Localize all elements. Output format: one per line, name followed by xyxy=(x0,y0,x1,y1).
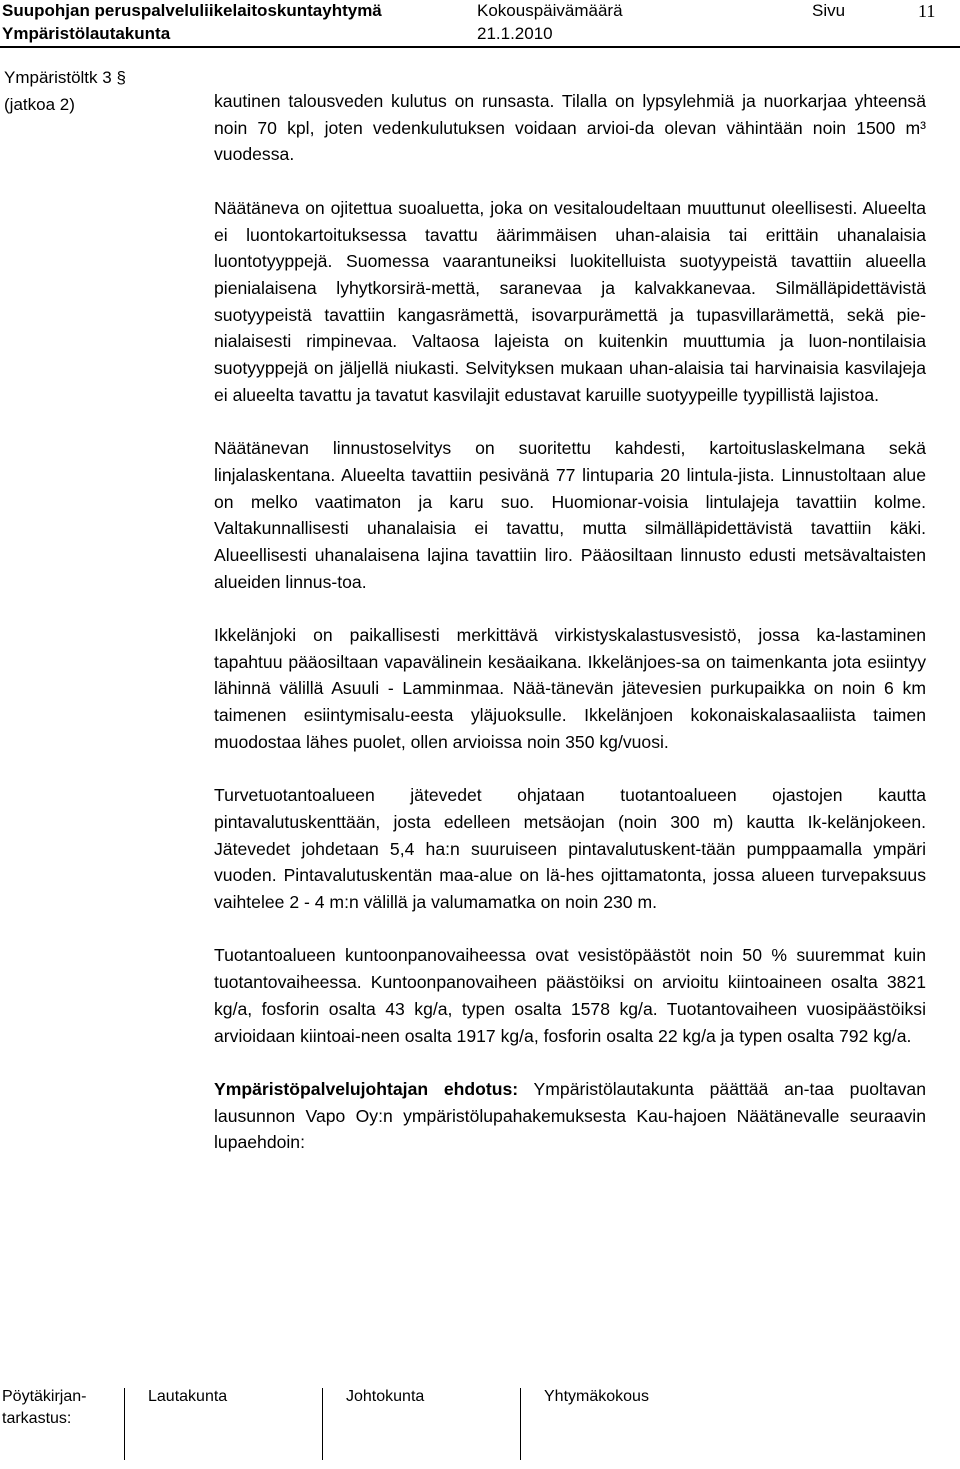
footer-separator xyxy=(322,1388,323,1460)
continuation-note: (jatkoa 2) xyxy=(4,95,75,114)
paragraph-birds: Näätänevan linnustoselvitys on suoritettu kahdesti, kartoituslaskelmana sekä linjalaskentana. Alueelta tavattiin pesivänä 77 lintuparia 20 lintula-jista. Linnustoltaan alue on melko vaatimaton ja karu suo. Huomionar-voisia lintulajeja tavattiin kolme. Valtakunnallisesti uhanalaisia ei tavattu, mutta silmälläpidettävistä tavattiin käki. Alueellisesti uhanalaisena lajina tavattiin liro. Pääosiltaan linnusto edusti metsävaltaisten alueiden linnus-toa. xyxy=(214,438,926,592)
footer-checker-line2: tarkastus: xyxy=(2,1410,72,1427)
page-label: Sivu xyxy=(812,1,846,20)
page-number: 11 xyxy=(918,1,936,21)
document-body xyxy=(214,88,926,1183)
footer-checker xyxy=(2,1386,86,1430)
meeting-date: 21.1.2010 xyxy=(477,24,553,43)
footer-separator xyxy=(520,1388,521,1460)
proposal-label: Ympäristöpalvelujohtajan ehdotus: xyxy=(214,1078,519,1099)
footer-board: Lautakunta xyxy=(148,1388,228,1405)
footer-separator xyxy=(124,1388,125,1460)
paragraph-habitat: Näätäneva on ojitettua suoaluetta, joka on vesitaloudeltaan muuttunut oleellisesti. Alueelta ei luontokartoituksessa tavattu äärimmäisen uhan-alaisia tai erittäin uhanalaisia luontotyyppejä. Suomessa vaarantuneiksi luokitelluista suotyypeistä tavattiin alueella pienialaisena lyhytkorsirä-mettä, saranevaa ja kalvakkanevaa. Silmälläpidettävistä suotyypeistä tavattiin kangasrämettä, isovarpurämettä ja tupasvillarämettä, sekä pie-nialaisesti rimpinevaa. Valtaosa lajeista on kuitenkin muuttumia ja luon-nontilaisia suotyyppejä on jäljellä niukasti. Selvityksen mukaan uhan-alaisia tai harvinaisia kasvilajeja ei alueelta tavattu ja tavatut kasvilajit edustavat karuille suotyypeille tyypillistä lajistoa. xyxy=(214,197,926,405)
meeting-date-label: Kokouspäivämäärä xyxy=(477,1,623,20)
paragraph-fishing: Ikkelänjoki on paikallisesti merkittävä virkistyskalastusvesistö, jossa ka-lastaminen tapahtuu pääosiltaan vapavälinein kesäaikana. Ikkelänjoes-sa on taimenkanta jota esiintyy lähinnä välillä Asuuli - Lamminmaa. Nää-tänevän jätevesien purkupaikka on noin 6 km taimenen esiintymisalu-eesta yläjuoksulle. Ikkelänjoen kokonaiskalasaaliista taimen muodostaa lähes puolet, ollen arvioissa noin 350 kg/vuosi. xyxy=(214,625,926,752)
paragraph-water-use: kautinen talousveden kulutus on runsasta. Tilalla on lypsylehmiä ja nuorkarjaa yhteensä noin 70 kpl, joten vedenkulutuksen voidaan arvioi-da olevan vähintään noin 1500 m³ vuodessa. xyxy=(214,91,926,165)
paragraph-proposal xyxy=(214,1076,926,1156)
section-reference xyxy=(4,64,126,118)
section-title: Ympäristöltk 3 xyxy=(4,68,112,87)
footer-joint: Yhtymäkokous xyxy=(544,1388,649,1405)
paragraph-wastewater: Turvetuotantoalueen jätevedet ohjataan tuotantoalueen ojastojen kautta pintavalutuskenttään, josta edelleen metsäojan (noin 300 m) kautta Ik-kelänjokeen. Jätevedet johdetaan 5,4 ha:n suuruiseen pintavalutuskent-tään pumppaamalla ympäri vuoden. Pintavalutuskentän maa-alue on lä-hes ojittamatonta, jossa alueen turvepaksuus vaihtelee 2 - 4 m:n välillä ja valumamatka on noin 230 m. xyxy=(214,785,926,913)
header-divider xyxy=(0,46,960,48)
organization-name: Suupohjan peruspalveluliikelaitoskuntayhtymä xyxy=(2,1,382,20)
footer-checker-line1: Pöytäkirjan- xyxy=(2,1388,87,1405)
section-symbol: § xyxy=(116,68,126,87)
committee-name: Ympäristölautakunta xyxy=(2,24,171,43)
section-line xyxy=(4,64,126,91)
proposal-text: Ympäristölautakunta päättää an-taa puoltavan lausunnon Vapo Oy:n ympäristölupahakemuksesta Kau-hajoen Näätänevalle seuraavin lupaehdoin: xyxy=(214,1078,926,1153)
footer-management: Johtokunta xyxy=(346,1388,425,1405)
paragraph-emissions: Tuotantoalueen kuntoonpanovaiheessa ovat vesistöpäästöt noin 50 % suuremmat kuin tuotantovaiheessa. Kuntoonpanovaiheen päästöiksi on arvioitu kiintoaineen osalta 3821 kg/a, fosforin osalta 43 kg/a, typen osalta 1578 kg/a. Tuotantovaiheen vuosipäästöiksi arvioidaan kiintoai-neen osalta 1917 kg/a, fosforin osalta 22 kg/a ja typen osalta 792 kg/a. xyxy=(214,945,926,1046)
